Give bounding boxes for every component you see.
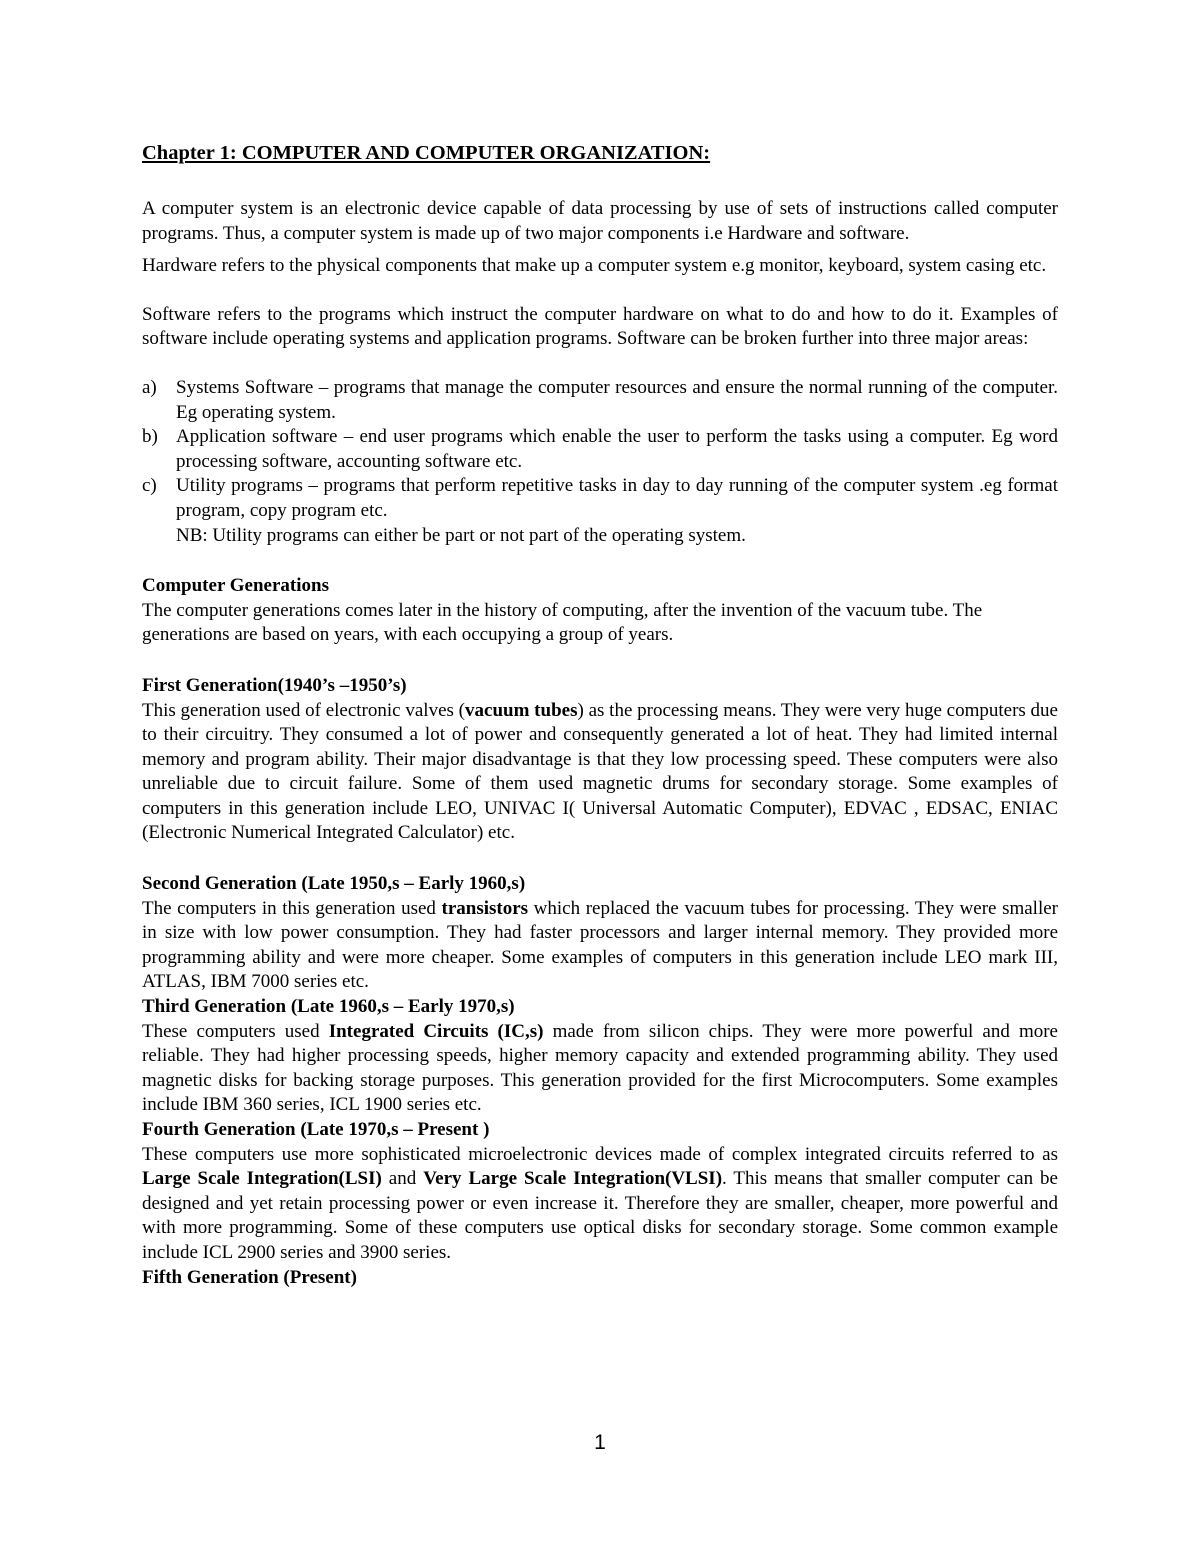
intro-paragraph: A computer system is an electronic device capable of data processing by use of sets of instructions called computer programs. Thus, a computer system is made up of two major components i.e Hardware and software. xyxy=(142,198,1058,244)
list-item xyxy=(142,425,1058,474)
paragraph-text: which replaced the vacuum tubes for processing. They were smaller in size with low power consumption. They had faster processors and larger internal memory. They provided more programming ability and were more cheaper. Some examples of computers in this generation include LEO mark III, ATLAS, IBM 7000 series etc. xyxy=(142,897,1058,993)
fourth-generation-heading: Fourth Generation (Late 1970,s – Present ) xyxy=(142,1119,490,1140)
list-item-text: Utility programs – programs that perform repetitive tasks in day to day running of the computer system .eg format program, copy program etc. xyxy=(176,475,1058,521)
paragraph-text: This generation used of electronic valves ( xyxy=(142,699,466,721)
bold-term: Large Scale Integration(LSI) xyxy=(142,1168,382,1190)
bold-term: transistors xyxy=(441,897,529,919)
hardware-paragraph: Hardware refers to the physical components that make up a computer system e.g monitor, keyboard, system casing etc. xyxy=(142,255,1047,277)
bold-term: Very Large Scale Integration(VLSI) xyxy=(423,1168,723,1190)
page-content xyxy=(142,140,1058,1290)
first-generation-paragraph xyxy=(142,699,1058,847)
third-generation-heading: Third Generation (Late 1960,s – Early 1970,s) xyxy=(142,996,515,1018)
chapter-title: Chapter 1: COMPUTER AND COMPUTER ORGANIZATION: xyxy=(142,142,711,164)
fourth-generation-paragraph xyxy=(142,1143,1058,1266)
list-item-text: Application software – end user programs which enable the user to perform the tasks using a computer. Eg word processing software, accounting software etc. xyxy=(176,426,1058,472)
bold-term: Integrated Circuits (IC,s) xyxy=(328,1020,544,1042)
list-item-label: c) xyxy=(142,475,157,497)
paragraph-text: ) as the processing means. They were very huge computers due to their circuitry. They consumed a lot of power and consequently generated a lot of heat. They had limited internal memory and program ability. Their major disadvantage is that they low processing speed. These computers were also unreliable due to circuit failure. Some of them used magnetic drums for secondary storage. Some examples of computers in this generation include LEO, UNIVAC I( Universal Automatic Computer), EDVAC , EDSAC, ENIAC (Electronic Numerical Integrated Calculator) etc. xyxy=(142,699,1058,844)
list-item-text: Systems Software – programs that manage the computer resources and ensure the normal running of the computer. Eg operating system. xyxy=(176,376,1058,423)
software-areas-list xyxy=(142,376,1058,548)
third-generation-paragraph xyxy=(142,1020,1058,1118)
paragraph-text: and xyxy=(381,1168,424,1190)
list-item-label: a) xyxy=(142,376,157,398)
paragraph-text: These computers use more sophisticated microelectronic devices made of complex integrated circuits referred to as xyxy=(142,1143,1058,1165)
page-number: 1 xyxy=(594,1431,606,1454)
second-generation-paragraph xyxy=(142,897,1058,995)
paragraph-text: made from silicon chips. They were more powerful and more reliable. They had higher processing speeds, higher memory capacity and extended programming ability. They used magnetic disks for backing storage purposes. This generation provided for the first Microcomputers. Some examples include IBM 360 series, ICL 1900 series etc. xyxy=(142,1020,1058,1116)
paragraph-text: . This means that smaller computer can be designed and yet retain processing power or even increase it. Therefore they are smaller, cheaper, more powerful and with more programming. Some of these computers use optical disks for secondary storage. Some common example include ICL 2900 series and 3900 series. xyxy=(142,1168,1058,1263)
fifth-generation-heading: Fifth Generation (Present) xyxy=(142,1266,357,1288)
bold-term: vacuum tubes xyxy=(465,699,578,721)
list-item-label: b) xyxy=(142,426,158,448)
software-paragraph: Software refers to the programs which instruct the computer hardware on what to do and how to do it. Examples of software include operating systems and application programs. Software can be broken further into three major areas: xyxy=(142,303,1058,350)
first-generation-heading: First Generation(1940’s –1950’s) xyxy=(142,674,407,696)
list-item xyxy=(142,376,1058,425)
second-generation-heading: Second Generation (Late 1950,s – Early 1960,s) xyxy=(142,873,526,895)
paragraph-text: These computers used xyxy=(142,1020,329,1042)
section-heading-generations: Computer Generations xyxy=(142,575,329,597)
paragraph-text: The computers in this generation used xyxy=(142,897,442,919)
list-item xyxy=(142,474,1058,548)
generations-intro: The computer generations comes later in the history of computing, after the invention of the vacuum tube. The generations are based on years, with each occupying a group of years. xyxy=(142,599,983,646)
utility-note: NB: Utility programs can either be part or not part of the operating system. xyxy=(176,524,746,546)
